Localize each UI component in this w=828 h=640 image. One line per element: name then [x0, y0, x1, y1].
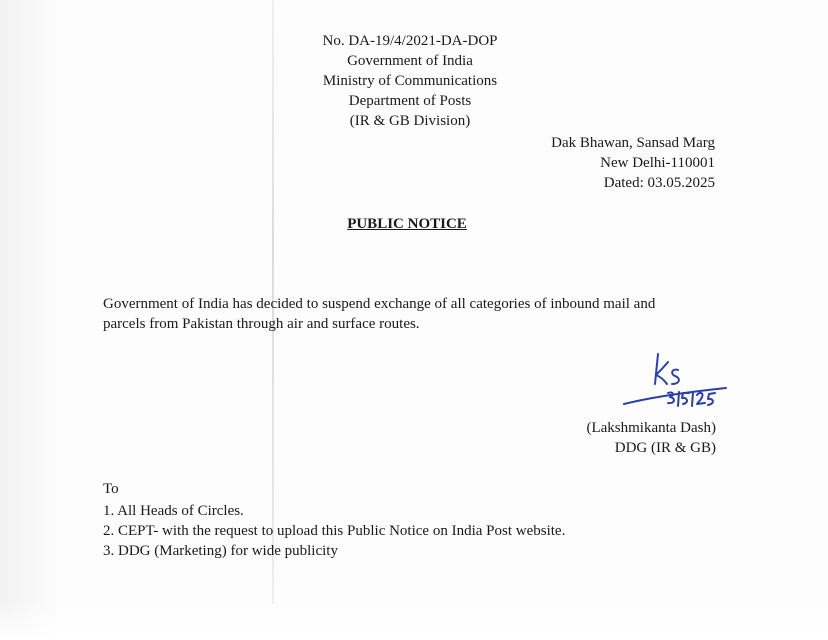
- scan-shading: [0, 0, 60, 640]
- recipient-item: 3. DDG (Marketing) for wide publicity: [103, 543, 338, 559]
- government-name: Government of India: [347, 53, 473, 69]
- recipient-item: 2. CEPT- with the request to upload this Public Notice on India Post website.: [103, 523, 566, 539]
- notice-title: PUBLIC NOTICE: [347, 216, 467, 232]
- signature-k-stem: [655, 354, 658, 384]
- signatory: [520, 418, 716, 458]
- file-number: No. DA-19/4/2021-DA-DOP: [322, 33, 498, 49]
- address-line-2: New Delhi-110001: [600, 155, 715, 171]
- handwritten-signature: [618, 348, 738, 428]
- signature-underline: [624, 388, 726, 404]
- signature-date-5: [682, 393, 689, 404]
- letter-header: [300, 31, 520, 131]
- signatory-designation: DDG (IR & GB): [614, 440, 716, 456]
- ministry-name: Ministry of Communications: [322, 73, 498, 89]
- notice-body-line-2: parcels from Pakistan through air and surface routes.: [103, 316, 420, 332]
- date-line: Dated: 03.05.2025: [603, 175, 715, 191]
- signature-date-2: [697, 393, 705, 404]
- department-name: Department of Posts: [348, 93, 472, 109]
- signature-date-5b: [708, 393, 715, 405]
- recipient-item: 1. All Heads of Circles.: [103, 503, 244, 519]
- recipients-heading: To: [103, 481, 119, 497]
- scan-bottom-fade: [0, 600, 828, 640]
- address-line-1: Dak Bhawan, Sansad Marg: [551, 135, 715, 151]
- notice-body-line-1: Government of India has decided to suspend exchange of all categories of inbound mail and: [103, 296, 656, 312]
- office-address: [480, 133, 715, 193]
- division-name: (IR & GB Division): [349, 113, 471, 129]
- notice-body: [103, 294, 723, 334]
- signature-s-loop: [672, 370, 679, 384]
- signature-date-bar-1: [678, 392, 679, 406]
- recipients-list: [103, 479, 743, 561]
- signatory-name: (Lakshmikanta Dash): [586, 420, 716, 436]
- signature-date-bar-2: [692, 392, 693, 406]
